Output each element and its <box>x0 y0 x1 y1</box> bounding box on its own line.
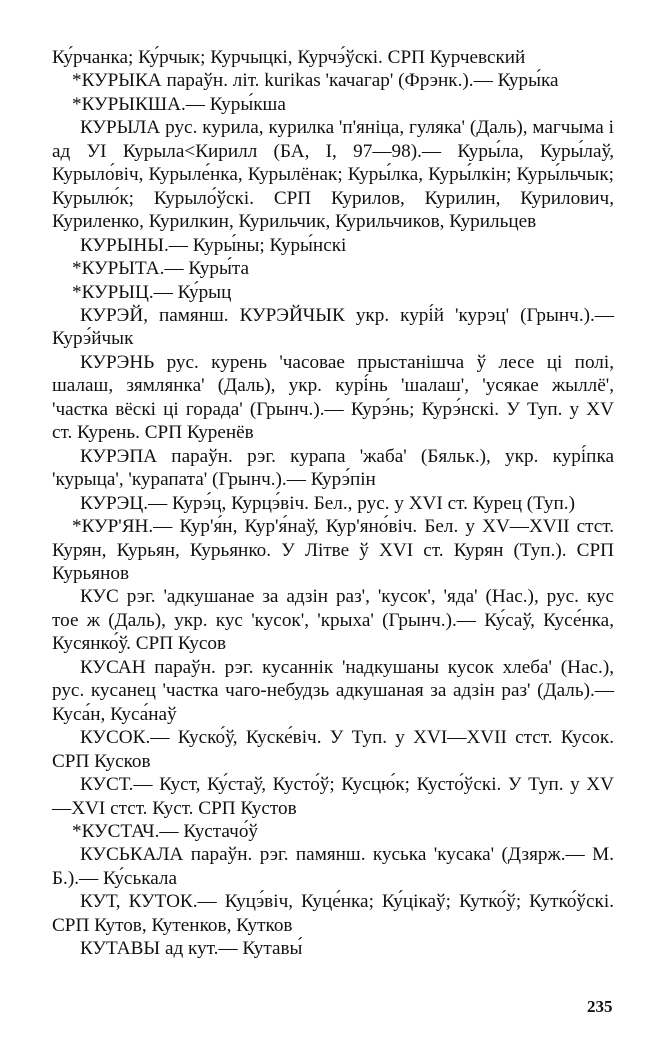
entry: КУСТ.— Куст, Ку́стаў, Кусто́ў; Кусцю́к; Кусто́ўскі. У Туп. у XV—XVI стст. Куст. СРП Кустов <box>52 774 614 819</box>
entry: КУСЬКАЛА параўн. рэг. памянш. куська 'кусака' (Дзярж.— М. Б.).— Ку́ськала <box>52 844 614 889</box>
entry: КУС рэг. 'адкушанае за адзін раз', 'кусок', 'яда' (Нас.), рус. кус тое ж (Даль), укр. кус 'кусок', 'крыха' (Грынч.).— Ку́саў, Кусе́нка, Кусянко́ў. СРП Кусов <box>52 586 614 655</box>
entry: КУТ, КУТОК.— Куцэ́віч, Куце́нка; Ку́цікаў; Кутко́ў; Кутко́ўскі. СРП Кутов, Кутенков, Кутков <box>52 891 614 936</box>
entry: КУРЫЛА рус. курила, курилка 'п'яніца, гуляка' (Даль), магчыма і ад УІ Курыла<Кирилл (БА, І, 97—98).— Куры́ла, Куры́лаў, Курыло́віч, Курыле́нка, Курылёнак; Куры́лка, Куры́лкін; Куры́льчык; Курылю́к; Курыло́ўскі. СРП Курилов, Курилин, Курилович, Куриленко, Курилкин, Курильчик, Курильчиков, Курильцев <box>52 117 614 233</box>
entry: КУРЭПА параўн. рэг. курапа 'жаба' (Бяльк.), укр. курі́пка 'курыца', 'курапата' (Грынч.).— Курэ́пін <box>52 445 614 491</box>
entry-continuation: Ку́рчанка; Ку́рчык; Курчыцкі, Курчэ́ўскі. СРП Курчевский <box>52 47 526 68</box>
entry: *КУР'ЯН.— Кур'я́н, Кур'я́наў, Кур'яно́віч. Бел. у XV—XVII стст. Курян, Курьян, Курьянко. У Літве ў XVI ст. Курян (Туп.). СРП Курьянов <box>52 516 614 584</box>
entry: *КУСТАЧ.— Кустачо́ў <box>72 820 259 842</box>
dictionary-page <box>52 46 614 961</box>
page-number: 235 <box>587 997 613 1016</box>
entry: *КУРЫКША.— Куры́кша <box>72 93 286 115</box>
entry: КУСАН параўн. рэг. кусаннік 'надкушаны кусок хлеба' (Нас.), рус. кусанец 'частка чаго-небудзь адкушаная за адзін раз' (Даль).— Куса́н, Куса́наў <box>52 656 614 725</box>
entry: КУТАВЫ ад кут.— Кутавы́ <box>80 938 303 960</box>
entry: КУРЭЦ.— Курэ́ц, Курцэ́віч. Бел., рус. у XVI ст. Курец (Туп.) <box>80 492 575 514</box>
entry: *КУРЫКА параўн. літ. kurikas 'качагар' (Фрэнк.).— Куры́ка <box>72 70 559 92</box>
entry: КУРЭЙ, памянш. КУРЭЙЧЫК укр. курі́й 'курэц' (Грынч.).— Курэ́йчык <box>52 304 614 350</box>
entry: КУРЭНЬ рус. курень 'часовае прыстанішча ў лесе ці полі, шалаш, зямлянка' (Даль), укр. курі́нь 'шалаш', 'усякае жыллё', 'частка вёскі ці горада' (Грынч.).— Курэ́нь; Курэ́нскі. У Туп. у XV ст. Курень. СРП Куренёв <box>52 351 614 444</box>
entry: *КУРЫТА.— Куры́та <box>72 258 249 280</box>
entry: *КУРЫЦ.— Ку́рыц <box>72 281 232 303</box>
entry: КУСОК.— Куско́ў, Куске́віч. У Туп. у XVI—XVII стст. Кусок. СРП Кусков <box>52 727 614 772</box>
entry: КУРЫНЫ.— Куры́ны; Куры́нскі <box>80 234 347 256</box>
